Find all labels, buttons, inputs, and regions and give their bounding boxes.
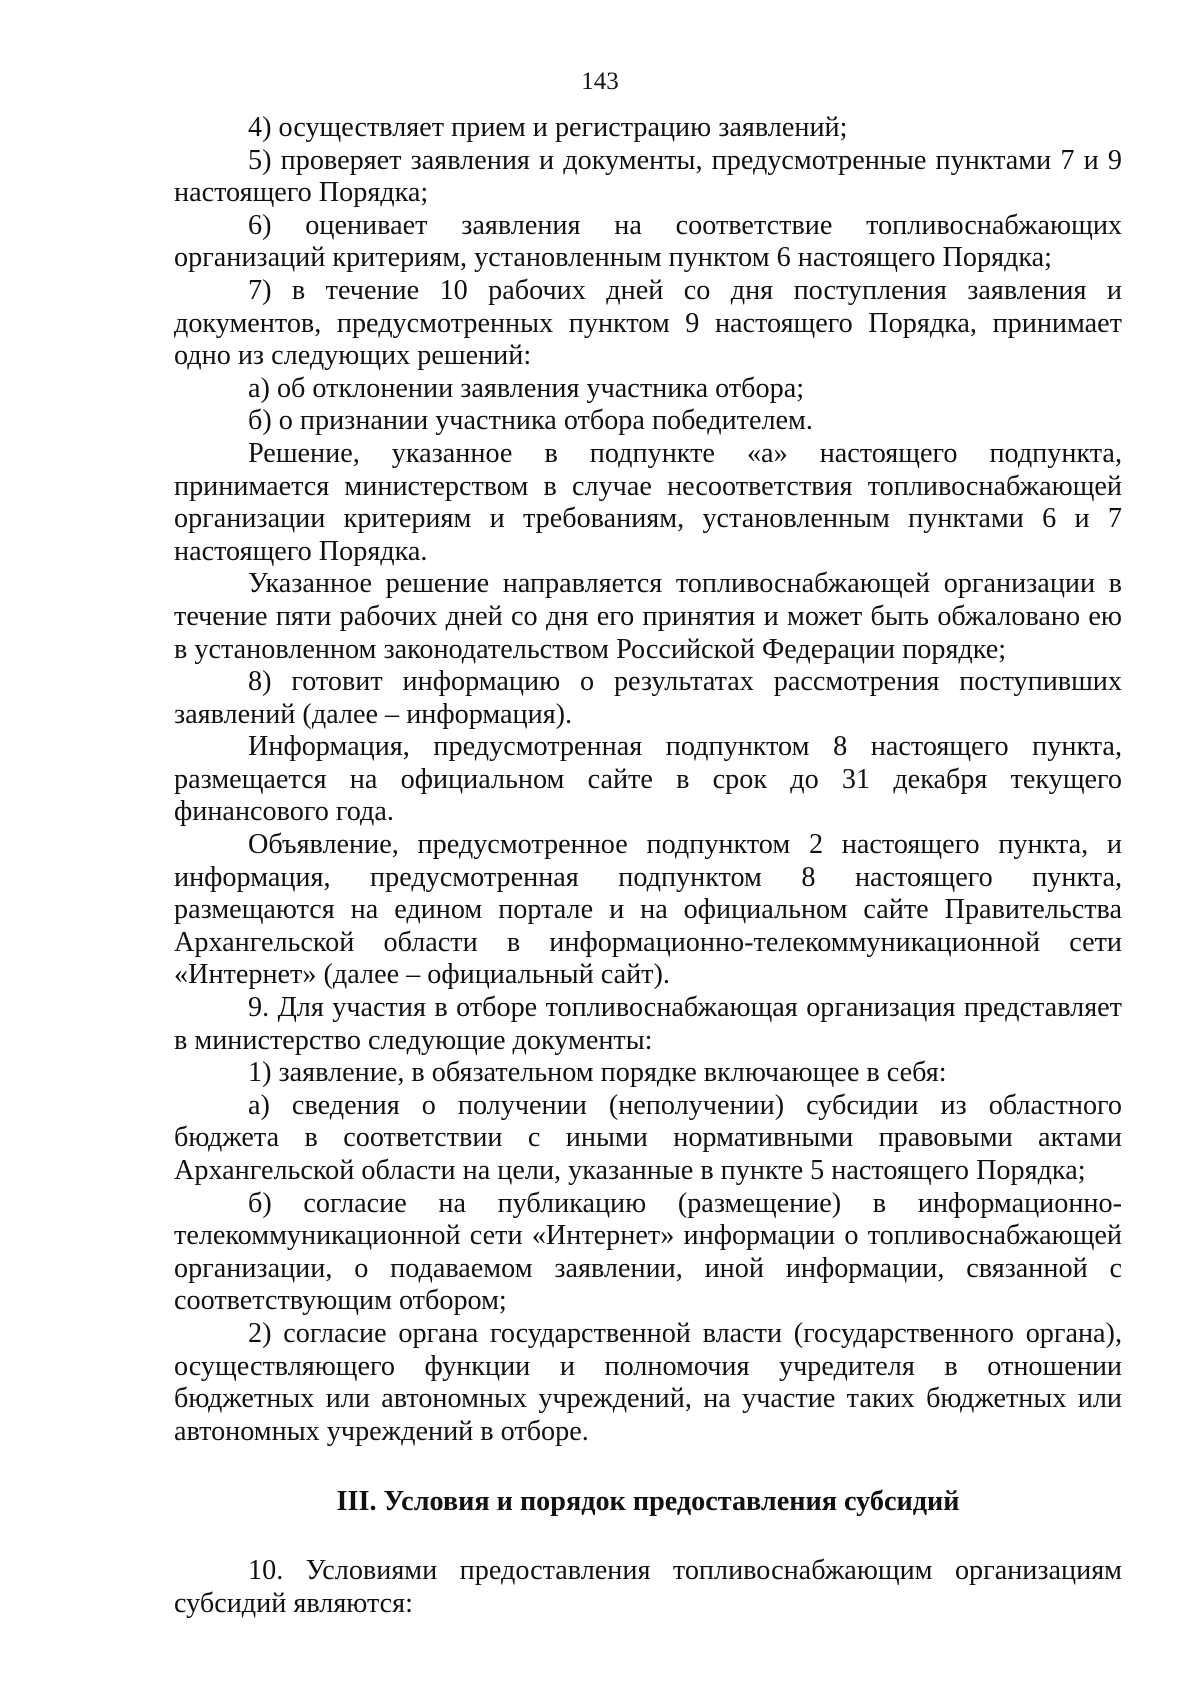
paragraph: 5) проверяет заявления и документы, предусмотренные пунктами 7 и 9 настоящего Порядка; — [174, 144, 1122, 209]
paragraph: 6) оценивает заявления на соответствие топливоснабжающих организаций критериям, установленным пунктом 6 настоящего Порядка; — [174, 209, 1122, 274]
paragraph: а) об отклонении заявления участника отбора; — [248, 372, 805, 404]
paragraph: б) согласие на публикацию (размещение) в информационно-телекоммуникационной сети «Интернет» информации о топливоснабжающей организации, о подаваемом заявлении, иной информации, связанной с соответствующим отбором; — [174, 1187, 1122, 1317]
paragraph: 9. Для участия в отборе топливоснабжающая организация представляет в министерство следующие документы: — [174, 992, 1122, 1056]
paragraph: 10. Условиями предоставления топливоснабжающим организациям субсидий являются: — [174, 1554, 1122, 1619]
paragraph: Информация, предусмотренная подпунктом 8 настоящего пункта, размещается на официальном сайте в срок до 31 декабря текущего финансового года. — [174, 731, 1122, 828]
paragraph: Указанное решение направляется топливоснабжающей организации в течение пяти рабочих дней со дня его принятия и может быть обжаловано ею в установленном законодательством Российской Федерации порядке; — [174, 568, 1122, 665]
paragraph: 7) в течение 10 рабочих дней со дня поступления заявления и документов, предусмотренных пунктом 9 настоящего Порядка, принимает одно из следующих решений: — [174, 274, 1122, 372]
paragraph: 8) готовит информацию о результатах рассмотрения поступивших заявлений (далее – информация). — [174, 666, 1122, 730]
paragraph: 4) осуществляет прием и регистрацию заявлений; — [248, 112, 848, 143]
paragraph: Решение, указанное в подпункте «а» настоящего подпункта, принимается министерством в случае несоответствия топливоснабжающей организации критериям и требованиям, установленным пунктами 6 и 7 настоящего Порядка. — [174, 437, 1122, 567]
paragraph: а) сведения о получении (неполучении) субсидии из областного бюджета в соответствии с иными нормативными правовыми актами Архангельской области на цели, указанные в пункте 5 настоящего Порядка; — [174, 1089, 1122, 1186]
paragraph: Объявление, предусмотренное подпунктом 2 настоящего пункта, и информация, предусмотренная подпунктом 8 настоящего пункта, размещаются на едином портале и на официальном сайте Правительства Архангельской области в информационно-телекоммуникационной сети «Интернет» (далее – официальный сайт). — [174, 829, 1122, 991]
page-number: 143 — [581, 68, 619, 95]
paragraph: 1) заявление, в обязательном порядке включающее в себя: — [248, 1057, 947, 1089]
paragraph: б) о признании участника отбора победителем. — [248, 405, 813, 437]
document-body — [174, 112, 1122, 1620]
section-heading: III. Условия и порядок предоставления субсидий — [336, 1486, 960, 1518]
paragraph: 2) согласие органа государственной власти (государственного органа), осуществляющего функции и полномочия учредителя в отношении бюджетных или автономных учреждений, на участие таких бюджетных или автономных учреждений в отборе. — [174, 1317, 1122, 1447]
